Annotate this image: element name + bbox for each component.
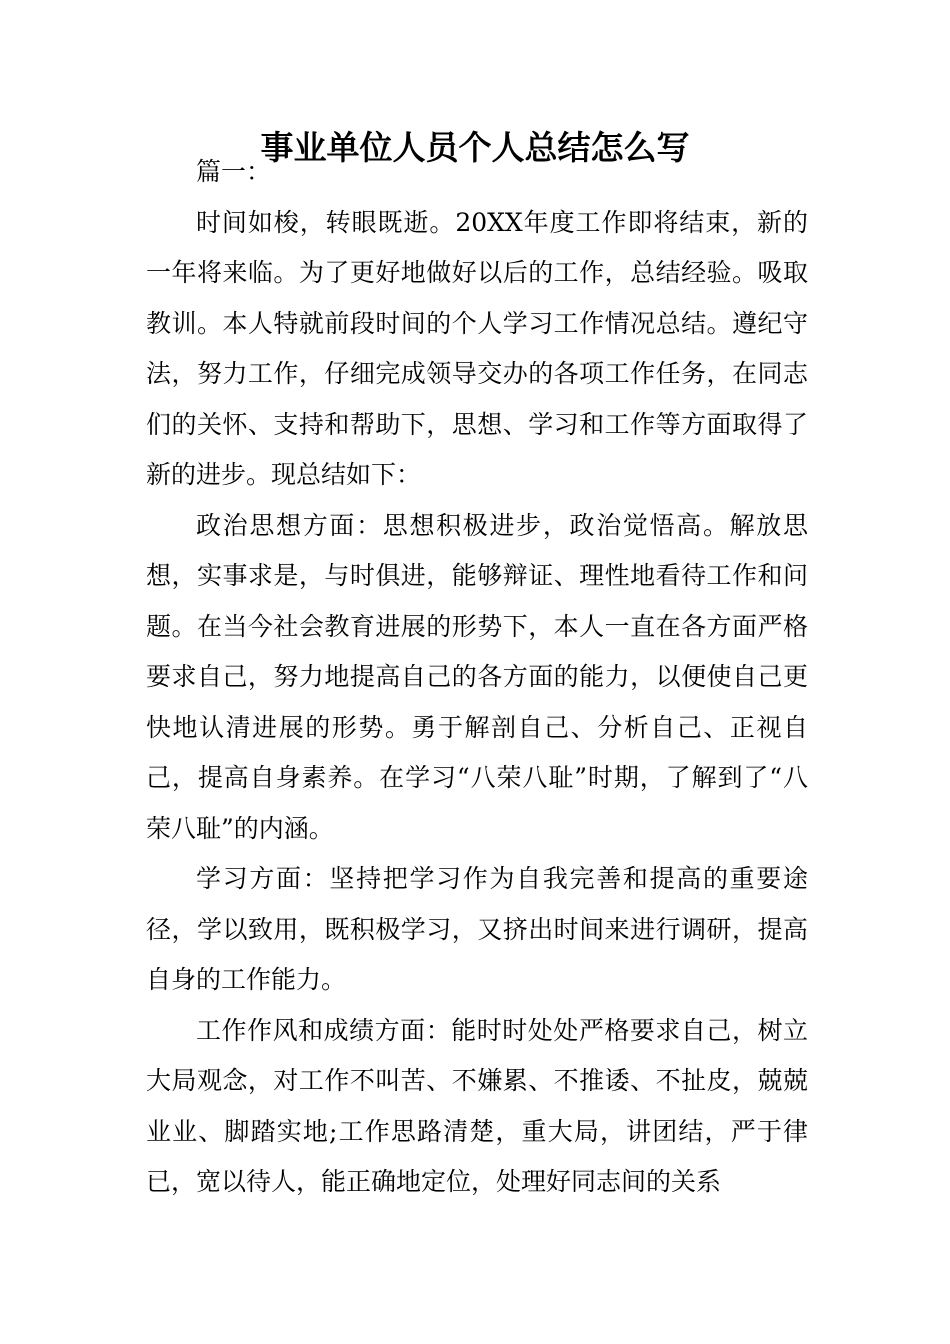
study-paragraph: 学习方面：坚持把学习作为自我完善和提高的重要途径，学以致用，既积极学习，又挤出时间来进行调研，提高自身的工作能力。	[146, 864, 808, 994]
work-paragraph: 工作作风和成绩方面：能时时处处严格要求自己，树立大局观念，对工作不叫苦、不嫌累、不推诿、不扯皮，兢兢业业、脚踏实地;工作思路清楚，重大局，讲团结，严于律已，宽以待人，能正确地定位，处理好同志间的关系	[146, 1015, 808, 1196]
document-body	[146, 147, 808, 1208]
section-heading: 篇一：	[196, 157, 272, 186]
political-paragraph: 政治思想方面：思想积极进步，政治觉悟高。解放思想，实事求是，与时俱进，能够辩证、理性地看待工作和问题。在当今社会教育进展的形势下，本人一直在各方面严格要求自己，努力地提高自己的各方面的能力，以便使自己更快地认清进展的形势。勇于解剖自己、分析自己、正视自己，提高自身素养。在学习“八荣八耻”时期，了解到了“八荣八耻”的内涵。	[146, 510, 808, 843]
document-title: 事业单位人员个人总结怎么写	[260, 128, 690, 167]
intro-paragraph: 时间如梭，转眼既逝。20XX年度工作即将结束，新的一年将来临。为了更好地做好以后的工作，总结经验。吸取教训。本人特就前段时间的个人学习工作情况总结。遵纪守法，努力工作，仔细完成领导交办的各项工作任务，在同志们的关怀、支持和帮助下，思想、学习和工作等方面取得了新的进步。现总结如下：	[146, 207, 808, 489]
